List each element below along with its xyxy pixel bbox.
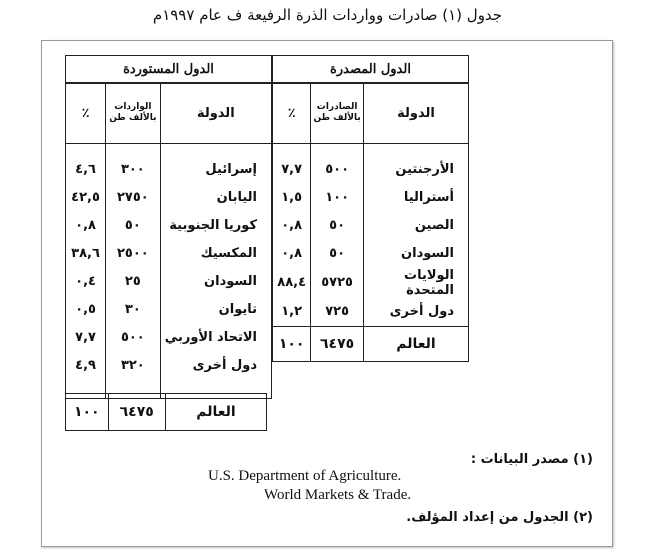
pct-cell: ٤,٩ bbox=[75, 358, 96, 373]
country-cell: العالم bbox=[363, 326, 468, 361]
country-cell: دول أخرى bbox=[389, 304, 454, 319]
pct-cell: ٧,٧ bbox=[75, 330, 96, 345]
pct-cell: ٠,٥ bbox=[75, 302, 96, 317]
value-cell: ٦٤٧٥ bbox=[108, 394, 165, 430]
country-cell: إسرائيل bbox=[205, 162, 257, 177]
value-cell: ٣٢٠ bbox=[106, 352, 161, 380]
value-cell: ٧٢٥ bbox=[311, 298, 364, 327]
exporters-group-header: الدول المصدرة bbox=[273, 56, 468, 83]
pct-cell: ٠,٨ bbox=[281, 218, 303, 233]
value-cell: ٥٠ bbox=[106, 212, 161, 240]
table-row bbox=[66, 212, 271, 240]
importers-total-box bbox=[65, 393, 267, 431]
exporters-table bbox=[272, 55, 469, 362]
value-cell: ٥٧٢٥ bbox=[311, 268, 364, 298]
source-line-1: U.S. Department of Agriculture. bbox=[208, 468, 402, 484]
value-cell: ٥٠٠ bbox=[106, 324, 161, 352]
value-cell: ٦٤٧٥ bbox=[311, 326, 364, 361]
value-cell: ٢٥٠٠ bbox=[106, 240, 161, 268]
country-cell: الولايات المتحدة bbox=[404, 267, 454, 298]
pct-cell: ١٠٠ bbox=[73, 404, 100, 420]
pct-cell: ٧,٧ bbox=[281, 162, 303, 177]
pct-cell: ١,٥ bbox=[281, 190, 303, 205]
country-cell: الأرجنتين bbox=[395, 162, 454, 177]
country-cell: أستراليا bbox=[403, 190, 454, 205]
table-row bbox=[66, 296, 271, 324]
country-cell: السودان bbox=[401, 246, 454, 261]
table-row bbox=[273, 156, 468, 184]
exporters-col-value: الصادرات بالألف طن bbox=[311, 83, 364, 143]
pct-cell: ٠,٨ bbox=[281, 246, 303, 261]
table-row bbox=[66, 352, 271, 380]
table-row bbox=[66, 268, 271, 296]
country-cell: العالم bbox=[196, 404, 236, 420]
pct-cell: ٣٨,٦ bbox=[71, 246, 100, 261]
table-row bbox=[66, 324, 271, 352]
importers-group-header: الدول المستوردة bbox=[66, 56, 271, 83]
pct-cell: ١,٢ bbox=[281, 304, 303, 319]
author-note: (٢) الجدول من إعداد المؤلف. bbox=[406, 510, 593, 525]
value-cell: ٣٠ bbox=[106, 296, 161, 324]
exporters-col-pct: ٪ bbox=[287, 105, 296, 121]
exporters-col-country: الدولة bbox=[397, 105, 435, 121]
value-cell: ٢٥ bbox=[106, 268, 161, 296]
importers-col-value: الواردات بالألف طن bbox=[106, 83, 161, 143]
table-row bbox=[66, 184, 271, 212]
importers-table bbox=[65, 55, 272, 399]
table-row bbox=[66, 156, 271, 184]
pct-cell: ٤٢,٥ bbox=[71, 190, 100, 205]
value-cell: ٣٠٠ bbox=[106, 156, 161, 184]
total-row bbox=[273, 326, 468, 361]
value-cell: ١٠٠ bbox=[311, 184, 364, 212]
table-row bbox=[273, 268, 468, 298]
pct-cell: ٨٨,٤ bbox=[277, 275, 307, 290]
source-line-2: World Markets & Trade. bbox=[264, 487, 412, 503]
value-cell: ٢٧٥٠ bbox=[106, 184, 161, 212]
table-row bbox=[66, 240, 271, 268]
pct-cell: ١٠٠ bbox=[273, 326, 311, 361]
importers-col-country: الدولة bbox=[196, 105, 235, 121]
table-row bbox=[273, 184, 468, 212]
pct-cell: ٠,٨ bbox=[75, 218, 96, 233]
table-row bbox=[273, 240, 468, 268]
country-cell: السودان bbox=[204, 274, 257, 289]
table-row bbox=[273, 212, 468, 240]
value-cell: ٥٠ bbox=[311, 212, 364, 240]
country-cell: الاتحاد الأوربي bbox=[164, 330, 257, 345]
country-cell: دول أخرى bbox=[192, 358, 257, 373]
country-cell: المكسيك bbox=[200, 246, 257, 261]
importers-col-pct: ٪ bbox=[81, 105, 90, 121]
page-title: جدول (١) صادرات وواردات الذرة الرفيعة ف عام ١٩٩٧م bbox=[152, 6, 503, 24]
country-cell: اليابان bbox=[216, 190, 257, 205]
total-row bbox=[66, 394, 266, 430]
value-cell: ٥٠٠ bbox=[311, 156, 364, 184]
country-cell: الصين bbox=[414, 218, 454, 233]
pct-cell: ٠,٤ bbox=[75, 274, 96, 289]
country-cell: تايوان bbox=[218, 302, 257, 317]
source-label: (١) مصدر البيانات : bbox=[470, 452, 593, 467]
table-row bbox=[273, 298, 468, 327]
pct-cell: ٤,٦ bbox=[75, 162, 96, 177]
value-cell: ٥٠ bbox=[311, 240, 364, 268]
country-cell: كوريا الجنوبية bbox=[169, 218, 257, 233]
